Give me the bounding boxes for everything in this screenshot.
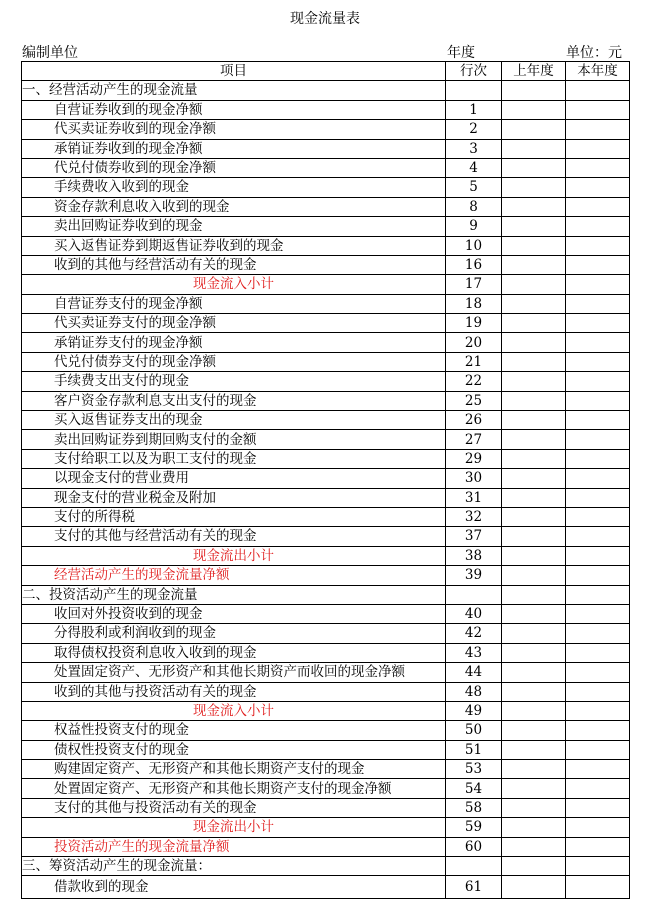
row-line-number: 1 bbox=[446, 100, 502, 119]
table-row-item bbox=[22, 333, 630, 352]
row-prev-year-amount[interactable] bbox=[502, 818, 566, 837]
fiscal-year-label: 年度 bbox=[447, 45, 475, 61]
row-curr-year-amount[interactable] bbox=[566, 585, 630, 604]
row-item-label: 投资活动产生的现金流量净额 bbox=[22, 837, 446, 856]
row-line-number: 10 bbox=[446, 236, 502, 255]
row-prev-year-amount[interactable] bbox=[502, 294, 566, 313]
row-prev-year-amount[interactable] bbox=[502, 430, 566, 449]
row-curr-year-amount[interactable] bbox=[566, 701, 630, 720]
row-line-number: 30 bbox=[446, 469, 502, 488]
row-line-number: 50 bbox=[446, 721, 502, 740]
row-prev-year-amount[interactable] bbox=[502, 178, 566, 197]
table-header bbox=[22, 62, 630, 81]
row-curr-year-amount[interactable] bbox=[566, 430, 630, 449]
row-curr-year-amount[interactable] bbox=[566, 217, 630, 236]
table-row-section bbox=[22, 857, 630, 876]
row-line-number: 18 bbox=[446, 294, 502, 313]
row-line-number: 21 bbox=[446, 352, 502, 371]
row-prev-year-amount[interactable] bbox=[502, 585, 566, 604]
row-curr-year-amount[interactable] bbox=[566, 81, 630, 100]
row-prev-year-amount[interactable] bbox=[502, 624, 566, 643]
row-curr-year-amount[interactable] bbox=[566, 507, 630, 526]
row-curr-year-amount[interactable] bbox=[566, 798, 630, 817]
table-row-item bbox=[22, 352, 630, 371]
row-item-label: 现金流出小计 bbox=[22, 818, 446, 837]
row-prev-year-amount[interactable] bbox=[502, 275, 566, 294]
row-item-label: 客户资金存款利息支出支付的现金 bbox=[22, 391, 446, 410]
row-line-number: 38 bbox=[446, 546, 502, 565]
row-curr-year-amount[interactable] bbox=[566, 178, 630, 197]
row-curr-year-amount[interactable] bbox=[566, 314, 630, 333]
table-row-item bbox=[22, 643, 630, 662]
row-curr-year-amount[interactable] bbox=[566, 449, 630, 468]
row-curr-year-amount[interactable] bbox=[566, 604, 630, 623]
table-row-item bbox=[22, 120, 630, 139]
row-curr-year-amount[interactable] bbox=[566, 391, 630, 410]
row-line-number: 9 bbox=[446, 217, 502, 236]
table-row-item bbox=[22, 604, 630, 623]
row-prev-year-amount[interactable] bbox=[502, 701, 566, 720]
row-item-label: 代买卖证券收到的现金净额 bbox=[22, 120, 446, 139]
table-row-item bbox=[22, 178, 630, 197]
row-item-label: 现金流入小计 bbox=[22, 275, 446, 294]
row-curr-year-amount[interactable] bbox=[566, 837, 630, 856]
table-row-item bbox=[22, 294, 630, 313]
row-item-label: 以现金支付的营业费用 bbox=[22, 469, 446, 488]
table-row-item bbox=[22, 236, 630, 255]
row-prev-year-amount[interactable] bbox=[502, 197, 566, 216]
row-curr-year-amount[interactable] bbox=[566, 469, 630, 488]
table-row-item bbox=[22, 721, 630, 740]
row-curr-year-amount[interactable] bbox=[566, 876, 630, 899]
table-row-item bbox=[22, 391, 630, 410]
row-item-label: 收到的其他与投资活动有关的现金 bbox=[22, 682, 446, 701]
row-item-label: 买入返售证券到期返售证券收到的现金 bbox=[22, 236, 446, 255]
row-line-number: 49 bbox=[446, 701, 502, 720]
table-row-item bbox=[22, 217, 630, 236]
row-prev-year-amount[interactable] bbox=[502, 449, 566, 468]
row-line-number bbox=[446, 585, 502, 604]
row-item-label: 借款收到的现金 bbox=[22, 876, 446, 899]
row-prev-year-amount[interactable] bbox=[502, 391, 566, 410]
row-curr-year-amount[interactable] bbox=[566, 294, 630, 313]
row-prev-year-amount[interactable] bbox=[502, 236, 566, 255]
row-line-number: 29 bbox=[446, 449, 502, 468]
row-item-label: 二、投资活动产生的现金流量 bbox=[22, 585, 446, 604]
row-prev-year-amount[interactable] bbox=[502, 643, 566, 662]
table-row-item bbox=[22, 507, 630, 526]
row-line-number: 59 bbox=[446, 818, 502, 837]
row-item-label: 资金存款利息收入收到的现金 bbox=[22, 197, 446, 216]
row-item-label: 手续费收入收到的现金 bbox=[22, 178, 446, 197]
row-item-label: 自营证券支付的现金净额 bbox=[22, 294, 446, 313]
row-line-number: 53 bbox=[446, 760, 502, 779]
row-item-label: 代兑付债券收到的现金净额 bbox=[22, 158, 446, 177]
row-line-number: 58 bbox=[446, 798, 502, 817]
row-line-number: 61 bbox=[446, 876, 502, 899]
row-curr-year-amount[interactable] bbox=[566, 100, 630, 119]
row-line-number: 4 bbox=[446, 158, 502, 177]
row-item-label: 债权性投资支付的现金 bbox=[22, 740, 446, 759]
row-prev-year-amount[interactable] bbox=[502, 527, 566, 546]
table-row-net bbox=[22, 837, 630, 856]
row-line-number: 8 bbox=[446, 197, 502, 216]
row-prev-year-amount[interactable] bbox=[502, 837, 566, 856]
column-header-curr-year: 本年度 bbox=[566, 62, 630, 81]
table-row-item bbox=[22, 779, 630, 798]
row-line-number: 51 bbox=[446, 740, 502, 759]
row-prev-year-amount[interactable] bbox=[502, 721, 566, 740]
row-prev-year-amount[interactable] bbox=[502, 507, 566, 526]
row-curr-year-amount[interactable] bbox=[566, 411, 630, 430]
row-prev-year-amount[interactable] bbox=[502, 314, 566, 333]
row-item-label: 代兑付债券支付的现金净额 bbox=[22, 352, 446, 371]
row-prev-year-amount[interactable] bbox=[502, 566, 566, 585]
table-row-item bbox=[22, 158, 630, 177]
preparer-unit-label: 编制单位 bbox=[22, 45, 78, 61]
row-prev-year-amount[interactable] bbox=[502, 604, 566, 623]
row-prev-year-amount[interactable] bbox=[502, 139, 566, 158]
column-header-item: 项目 bbox=[22, 62, 446, 81]
row-prev-year-amount[interactable] bbox=[502, 158, 566, 177]
row-line-number: 27 bbox=[446, 430, 502, 449]
row-curr-year-amount[interactable] bbox=[566, 139, 630, 158]
row-curr-year-amount[interactable] bbox=[566, 779, 630, 798]
row-item-label: 承销证券收到的现金净额 bbox=[22, 139, 446, 158]
table-row-item bbox=[22, 430, 630, 449]
table-row-item bbox=[22, 411, 630, 430]
row-line-number: 37 bbox=[446, 527, 502, 546]
row-curr-year-amount[interactable] bbox=[566, 275, 630, 294]
row-prev-year-amount[interactable] bbox=[502, 120, 566, 139]
row-item-label: 取得债权投资利息收入收到的现金 bbox=[22, 643, 446, 662]
row-item-label: 现金流出小计 bbox=[22, 546, 446, 565]
row-item-label: 处置固定资产、无形资产和其他长期资产支付的现金净额 bbox=[22, 779, 446, 798]
table-row-item bbox=[22, 139, 630, 158]
row-line-number: 43 bbox=[446, 643, 502, 662]
row-prev-year-amount[interactable] bbox=[502, 760, 566, 779]
row-item-label: 支付的所得税 bbox=[22, 507, 446, 526]
row-prev-year-amount[interactable] bbox=[502, 876, 566, 899]
row-prev-year-amount[interactable] bbox=[502, 352, 566, 371]
table-row-item bbox=[22, 682, 630, 701]
row-curr-year-amount[interactable] bbox=[566, 158, 630, 177]
table-row-subtotal bbox=[22, 818, 630, 837]
row-prev-year-amount[interactable] bbox=[502, 217, 566, 236]
row-line-number: 25 bbox=[446, 391, 502, 410]
row-prev-year-amount[interactable] bbox=[502, 857, 566, 876]
row-item-label: 手续费支出支付的现金 bbox=[22, 372, 446, 391]
table-row-item bbox=[22, 100, 630, 119]
row-line-number bbox=[446, 857, 502, 876]
row-prev-year-amount[interactable] bbox=[502, 546, 566, 565]
table-row-section bbox=[22, 81, 630, 100]
row-item-label: 承销证券支付的现金净额 bbox=[22, 333, 446, 352]
row-curr-year-amount[interactable] bbox=[566, 682, 630, 701]
row-item-label: 支付给职工以及为职工支付的现金 bbox=[22, 449, 446, 468]
row-item-label: 购建固定资产、无形资产和其他长期资产支付的现金 bbox=[22, 760, 446, 779]
row-item-label: 现金流入小计 bbox=[22, 701, 446, 720]
row-line-number: 5 bbox=[446, 178, 502, 197]
row-item-label: 支付的其他与经营活动有关的现金 bbox=[22, 527, 446, 546]
row-item-label: 收到的其他与经营活动有关的现金 bbox=[22, 255, 446, 274]
row-line-number: 54 bbox=[446, 779, 502, 798]
table-row-subtotal bbox=[22, 275, 630, 294]
row-curr-year-amount[interactable] bbox=[566, 566, 630, 585]
row-curr-year-amount[interactable] bbox=[566, 643, 630, 662]
row-prev-year-amount[interactable] bbox=[502, 469, 566, 488]
row-item-label: 三、筹资活动产生的现金流量： bbox=[22, 857, 446, 876]
row-curr-year-amount[interactable] bbox=[566, 624, 630, 643]
row-prev-year-amount[interactable] bbox=[502, 682, 566, 701]
row-curr-year-amount[interactable] bbox=[566, 857, 630, 876]
table-row-item bbox=[22, 488, 630, 507]
table-row-item bbox=[22, 255, 630, 274]
column-header-line-no: 行次 bbox=[446, 62, 502, 81]
row-curr-year-amount[interactable] bbox=[566, 488, 630, 507]
row-prev-year-amount[interactable] bbox=[502, 255, 566, 274]
table-row-item bbox=[22, 372, 630, 391]
row-line-number: 3 bbox=[446, 139, 502, 158]
row-prev-year-amount[interactable] bbox=[502, 488, 566, 507]
row-prev-year-amount[interactable] bbox=[502, 100, 566, 119]
row-item-label: 经营活动产生的现金流量净额 bbox=[22, 566, 446, 585]
row-line-number bbox=[446, 81, 502, 100]
row-curr-year-amount[interactable] bbox=[566, 352, 630, 371]
row-curr-year-amount[interactable] bbox=[566, 546, 630, 565]
row-curr-year-amount[interactable] bbox=[566, 197, 630, 216]
row-line-number: 32 bbox=[446, 507, 502, 526]
row-curr-year-amount[interactable] bbox=[566, 740, 630, 759]
row-curr-year-amount[interactable] bbox=[566, 527, 630, 546]
table-row-subtotal bbox=[22, 546, 630, 565]
row-line-number: 22 bbox=[446, 372, 502, 391]
row-line-number: 42 bbox=[446, 624, 502, 643]
table-row-item bbox=[22, 527, 630, 546]
row-curr-year-amount[interactable] bbox=[566, 120, 630, 139]
table-row-item bbox=[22, 798, 630, 817]
table-row-item bbox=[22, 663, 630, 682]
table-row-item bbox=[22, 197, 630, 216]
cash-flow-table bbox=[21, 61, 630, 899]
row-item-label: 卖出回购证券收到的现金 bbox=[22, 217, 446, 236]
table-body bbox=[22, 81, 630, 899]
row-curr-year-amount[interactable] bbox=[566, 255, 630, 274]
row-item-label: 收回对外投资收到的现金 bbox=[22, 604, 446, 623]
table-row-item bbox=[22, 760, 630, 779]
row-prev-year-amount[interactable] bbox=[502, 740, 566, 759]
row-item-label: 自营证券收到的现金净额 bbox=[22, 100, 446, 119]
row-line-number: 19 bbox=[446, 314, 502, 333]
row-prev-year-amount[interactable] bbox=[502, 372, 566, 391]
currency-unit-label: 单位：元 bbox=[566, 45, 622, 61]
row-curr-year-amount[interactable] bbox=[566, 236, 630, 255]
table-row-item bbox=[22, 624, 630, 643]
table-row-item bbox=[22, 740, 630, 759]
row-item-label: 代买卖证券支付的现金净额 bbox=[22, 314, 446, 333]
table-row-section bbox=[22, 585, 630, 604]
table-row-item bbox=[22, 314, 630, 333]
row-prev-year-amount[interactable] bbox=[502, 663, 566, 682]
row-prev-year-amount[interactable] bbox=[502, 798, 566, 817]
table-row-net bbox=[22, 566, 630, 585]
row-item-label: 处置固定资产、无形资产和其他长期资产而收回的现金净额 bbox=[22, 663, 446, 682]
row-item-label: 买入返售证券支出的现金 bbox=[22, 411, 446, 430]
row-curr-year-amount[interactable] bbox=[566, 721, 630, 740]
row-curr-year-amount[interactable] bbox=[566, 663, 630, 682]
row-prev-year-amount[interactable] bbox=[502, 333, 566, 352]
table-row-item bbox=[22, 876, 630, 899]
row-item-label: 卖出回购证券到期回购支付的金额 bbox=[22, 430, 446, 449]
row-line-number: 26 bbox=[446, 411, 502, 430]
row-line-number: 40 bbox=[446, 604, 502, 623]
row-curr-year-amount[interactable] bbox=[566, 760, 630, 779]
row-item-label: 分得股利或利润收到的现金 bbox=[22, 624, 446, 643]
row-item-label: 权益性投资支付的现金 bbox=[22, 721, 446, 740]
row-prev-year-amount[interactable] bbox=[502, 81, 566, 100]
row-item-label: 一、经营活动产生的现金流量 bbox=[22, 81, 446, 100]
row-line-number: 48 bbox=[446, 682, 502, 701]
row-line-number: 31 bbox=[446, 488, 502, 507]
table-row-subtotal bbox=[22, 701, 630, 720]
row-line-number: 44 bbox=[446, 663, 502, 682]
row-curr-year-amount[interactable] bbox=[566, 372, 630, 391]
row-line-number: 2 bbox=[446, 120, 502, 139]
row-line-number: 60 bbox=[446, 837, 502, 856]
table-row-item bbox=[22, 469, 630, 488]
row-line-number: 16 bbox=[446, 255, 502, 274]
row-prev-year-amount[interactable] bbox=[502, 779, 566, 798]
row-line-number: 17 bbox=[446, 275, 502, 294]
page-title: 现金流量表 bbox=[290, 11, 360, 27]
row-line-number: 39 bbox=[446, 566, 502, 585]
table-row-item bbox=[22, 449, 630, 468]
column-header-prev-year: 上年度 bbox=[502, 62, 566, 81]
row-curr-year-amount[interactable] bbox=[566, 333, 630, 352]
row-line-number: 20 bbox=[446, 333, 502, 352]
row-prev-year-amount[interactable] bbox=[502, 411, 566, 430]
row-curr-year-amount[interactable] bbox=[566, 818, 630, 837]
row-item-label: 支付的其他与投资活动有关的现金 bbox=[22, 798, 446, 817]
row-item-label: 现金支付的营业税金及附加 bbox=[22, 488, 446, 507]
